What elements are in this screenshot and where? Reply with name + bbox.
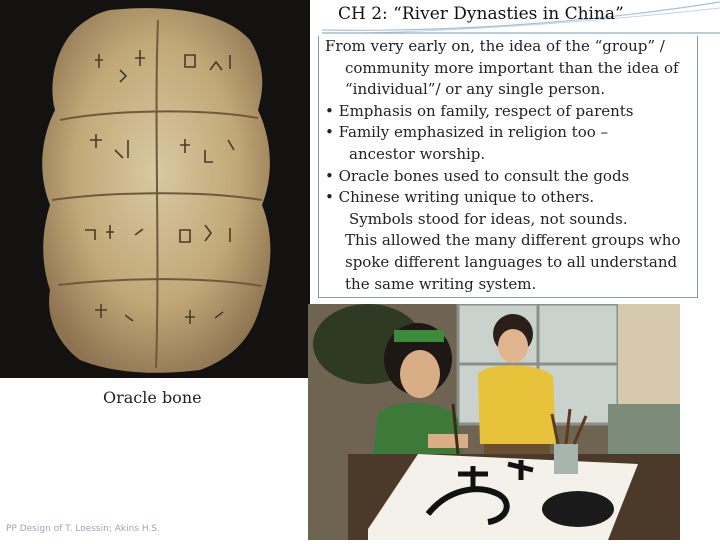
bullet-item: • Chinese writing unique to others. xyxy=(325,188,595,207)
oracle-caption: Oracle bone xyxy=(103,388,202,407)
bullet-item: • Emphasis on family, respect of parents xyxy=(325,101,634,120)
text-line: “individual”/ or any single person. xyxy=(345,80,606,99)
page-title: CH 2: “River Dynasties in China” xyxy=(338,4,624,24)
oracle-bone-photo xyxy=(0,0,310,378)
bullet-item: • Family emphasized in religion too – xyxy=(325,123,609,142)
calligraphy-photo xyxy=(308,304,680,540)
text-line: the same writing system. xyxy=(345,274,537,293)
title-bar xyxy=(322,0,720,34)
text-line: This allowed the many different groups who xyxy=(345,231,681,250)
text-line: community more important than the idea of xyxy=(345,58,679,77)
text-line: From very early on, the idea of the “group” / xyxy=(325,37,665,55)
footer-credit: PP Design of T. Loessin; Akins H.S. xyxy=(6,524,160,534)
text-line: spoke different languages to all understand xyxy=(345,252,678,271)
text-line: Symbols stood for ideas, not sounds. xyxy=(349,209,628,228)
bullet-item: • Oracle bones used to consult the gods xyxy=(325,166,630,185)
text-line: ancestor worship. xyxy=(349,144,486,163)
content-textbox xyxy=(318,36,698,298)
